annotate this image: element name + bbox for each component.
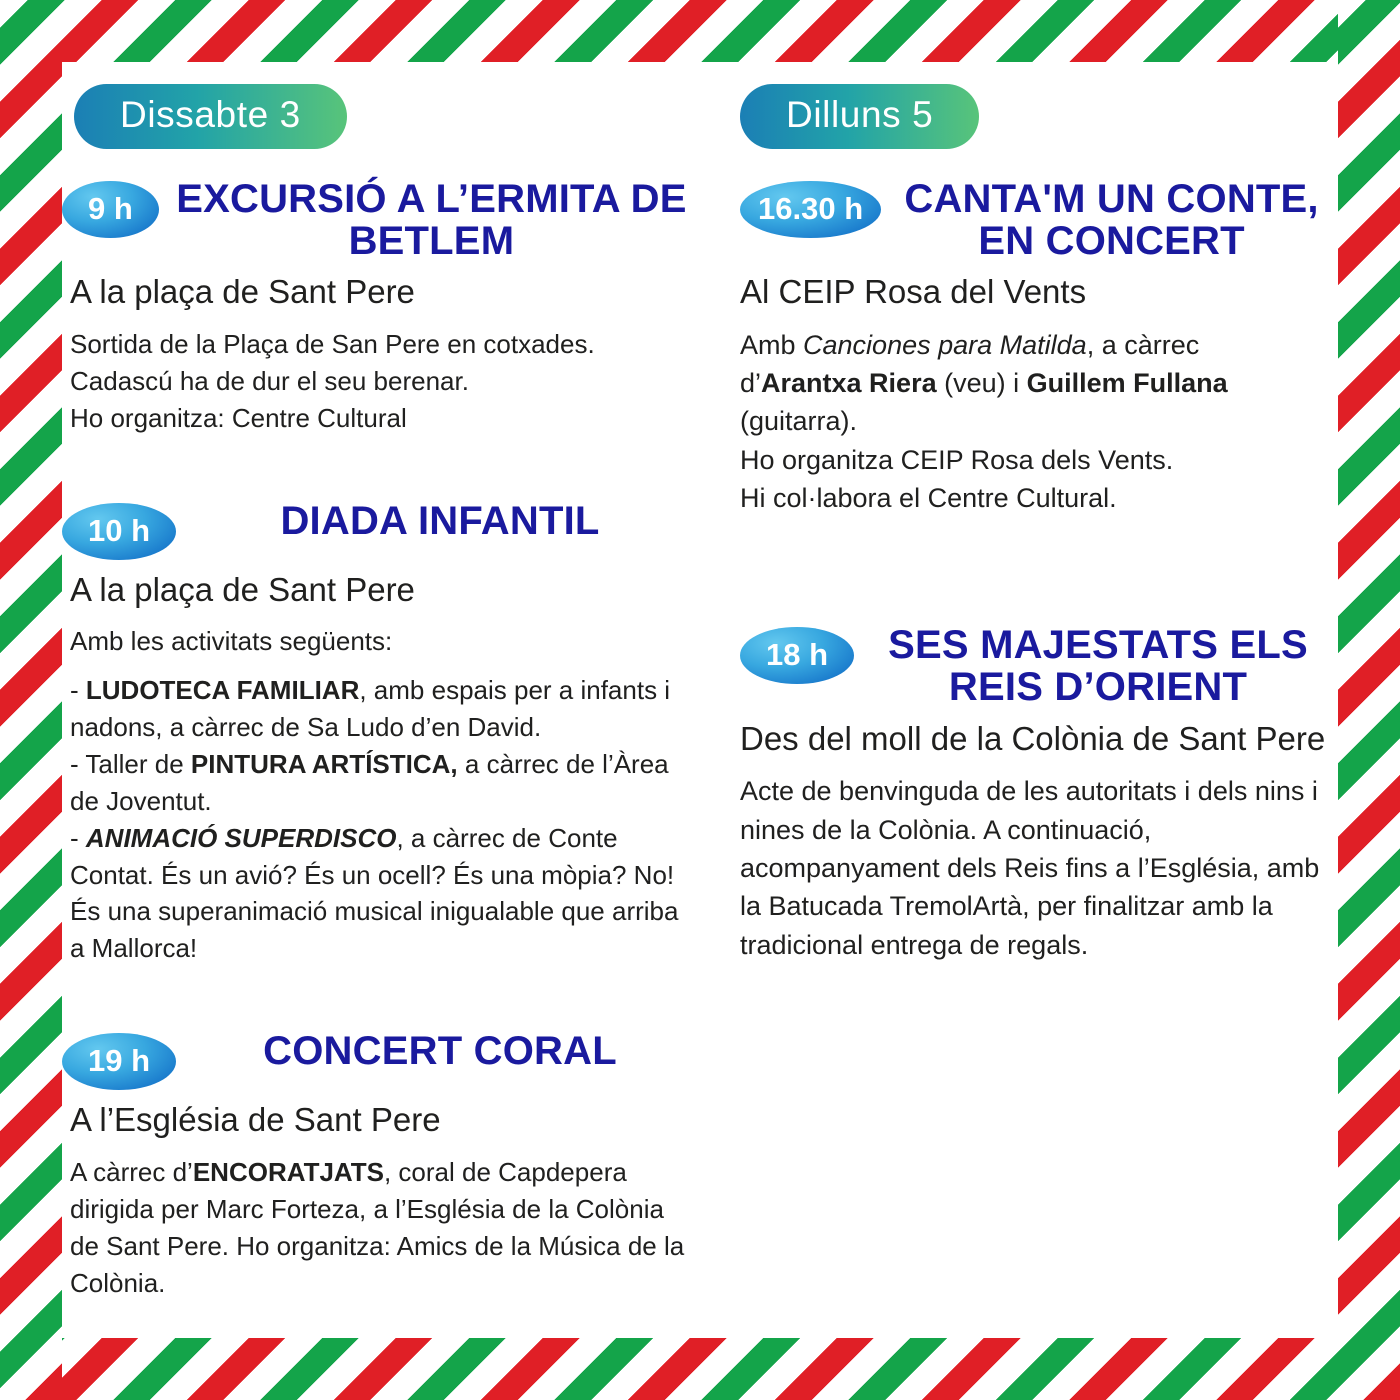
event-location: Des del moll de la Colònia de Sant Pere xyxy=(740,719,1326,757)
border-stripe-left xyxy=(0,0,62,1400)
border-stripe-bottom xyxy=(0,1338,1400,1400)
event-cantam-un-conte xyxy=(740,175,1328,517)
event-description xyxy=(70,1154,690,1302)
event-location: A la plaça de Sant Pere xyxy=(70,570,415,608)
event-title: EXCURSIÓ A L’ERMITA DE BETLEM xyxy=(176,177,687,263)
choir-name: ENCORATJATS xyxy=(192,1156,384,1187)
description-line: Ho organitza: Centre Cultural xyxy=(70,402,407,433)
event-time-badge: 10 h xyxy=(62,503,176,560)
activity-item: - Taller de PINTURA ARTÍSTICA, a càrrec de l’Àrea de Joventut. xyxy=(70,748,669,816)
description-line: Sortida de la Plaça de San Pere en cotxades. xyxy=(70,328,595,359)
activity-name: ANIMACIÓ SUPERDISCO xyxy=(85,822,397,853)
event-diada-infantil xyxy=(62,497,690,968)
event-description xyxy=(740,772,1328,964)
activity-name: LUDOTECA FAMILIAR xyxy=(85,675,360,705)
border-stripe-top xyxy=(0,0,1400,62)
description-prefix: Amb xyxy=(740,329,804,360)
day-heading-dilluns-5: Dilluns 5 xyxy=(740,84,979,149)
event-description xyxy=(70,623,690,967)
event-time-badge: 19 h xyxy=(62,1033,176,1090)
activities-intro: Amb les activitats següents: xyxy=(70,626,393,657)
activity-detail: , a càrrec de Conte Contat. És un avió? És un ocell? És una mòpia? No! És una superanimació musical inigualable que arriba a Mallorca! xyxy=(70,822,679,964)
work-title: Canciones para Matilda xyxy=(803,329,1087,360)
description-suffix: (guitarra). xyxy=(740,406,858,437)
event-header xyxy=(740,621,1328,708)
day-heading-dissabte-3: Dissabte 3 xyxy=(74,84,347,149)
event-excursio-ermita-betlem xyxy=(62,175,690,437)
description-line xyxy=(70,1154,690,1302)
event-header xyxy=(740,175,1328,262)
event-title: CONCERT CORAL xyxy=(263,1029,617,1074)
activity-item: - LUDOTECA FAMILIAR, amb espais per a infants i nadons, a càrrec de Sa Ludo d’en David. xyxy=(70,675,671,742)
event-header xyxy=(62,175,690,262)
spacer xyxy=(740,517,1328,595)
description-line: Cadascú ha de dur el seu berenar. xyxy=(70,365,469,396)
event-title: DIADA INFANTIL xyxy=(280,498,600,543)
activity-detail: a càrrec de l’Àrea de Joventut. xyxy=(70,748,669,816)
description-line: Acte de benvinguda de les autoritats i dels nins i nines de la Colònia. A continuació, acompanyament dels Reis fins a l’Església, amb la Batucada TremolArtà, per finalitzar amb la tradicional entrega de regals. xyxy=(740,776,1320,960)
activity-name: PINTURA ARTÍSTICA, xyxy=(190,748,458,779)
description-mid: (veu) i xyxy=(936,368,1027,399)
poster-content xyxy=(62,62,1338,1338)
activity-item: - ANIMACIÓ SUPERDISCO, a càrrec de Conte Contat. És un avió? És un ocell? És una mòpia? No! És una superanimació musical inigualable que arriba a Mallorca! xyxy=(70,822,679,964)
spacer xyxy=(62,967,690,1001)
performer-name: Arantxa Riera xyxy=(761,368,937,399)
event-header xyxy=(62,497,690,560)
event-header xyxy=(62,1027,690,1090)
description-line: Hi col·labora el Centre Cultural. xyxy=(740,483,1117,514)
description-line: Ho organitza CEIP Rosa dels Vents. xyxy=(740,444,1174,475)
event-time-badge: 9 h xyxy=(62,181,159,238)
two-column-layout xyxy=(62,62,1338,1338)
activity-detail: , amb espais per a infants i nadons, a càrrec de Sa Ludo d’en David. xyxy=(70,675,671,742)
event-location: A l’Església de Sant Pere xyxy=(70,1101,441,1139)
event-concert-coral xyxy=(62,1027,690,1301)
event-location: Al CEIP Rosa del Vents xyxy=(740,273,1087,311)
event-title: SES MAJESTATS ELS REIS D’ORIENT xyxy=(888,623,1308,710)
border-stripe-right xyxy=(1338,0,1400,1400)
event-ses-majestats-reis-orient xyxy=(740,621,1328,963)
description-prefix: A càrrec d’ xyxy=(70,1156,193,1187)
day-column-dilluns-5 xyxy=(700,62,1338,1338)
event-title: CANTA'M UN CONTE, EN CONCERT xyxy=(904,177,1319,263)
day-column-dissabte-3 xyxy=(62,62,700,1338)
description-line xyxy=(740,326,1328,441)
description-suffix: , coral de Capdepera dirigida per Marc Forteza, a l’Església de la Colònia de Sant Pere. Ho organitza: Amics de la Música de la Colònia. xyxy=(70,1156,685,1298)
description-mid: , a càrrec d’ xyxy=(740,329,1200,399)
activity-prefix: Taller de xyxy=(85,748,191,779)
spacer xyxy=(62,437,690,471)
event-time-badge: 18 h xyxy=(740,627,854,684)
event-location: A la plaça de Sant Pere xyxy=(70,273,415,311)
event-description xyxy=(740,326,1328,518)
event-time-badge: 16.30 h xyxy=(740,181,881,238)
event-description xyxy=(70,326,690,437)
performer-name: Guillem Fullana xyxy=(1026,368,1228,399)
